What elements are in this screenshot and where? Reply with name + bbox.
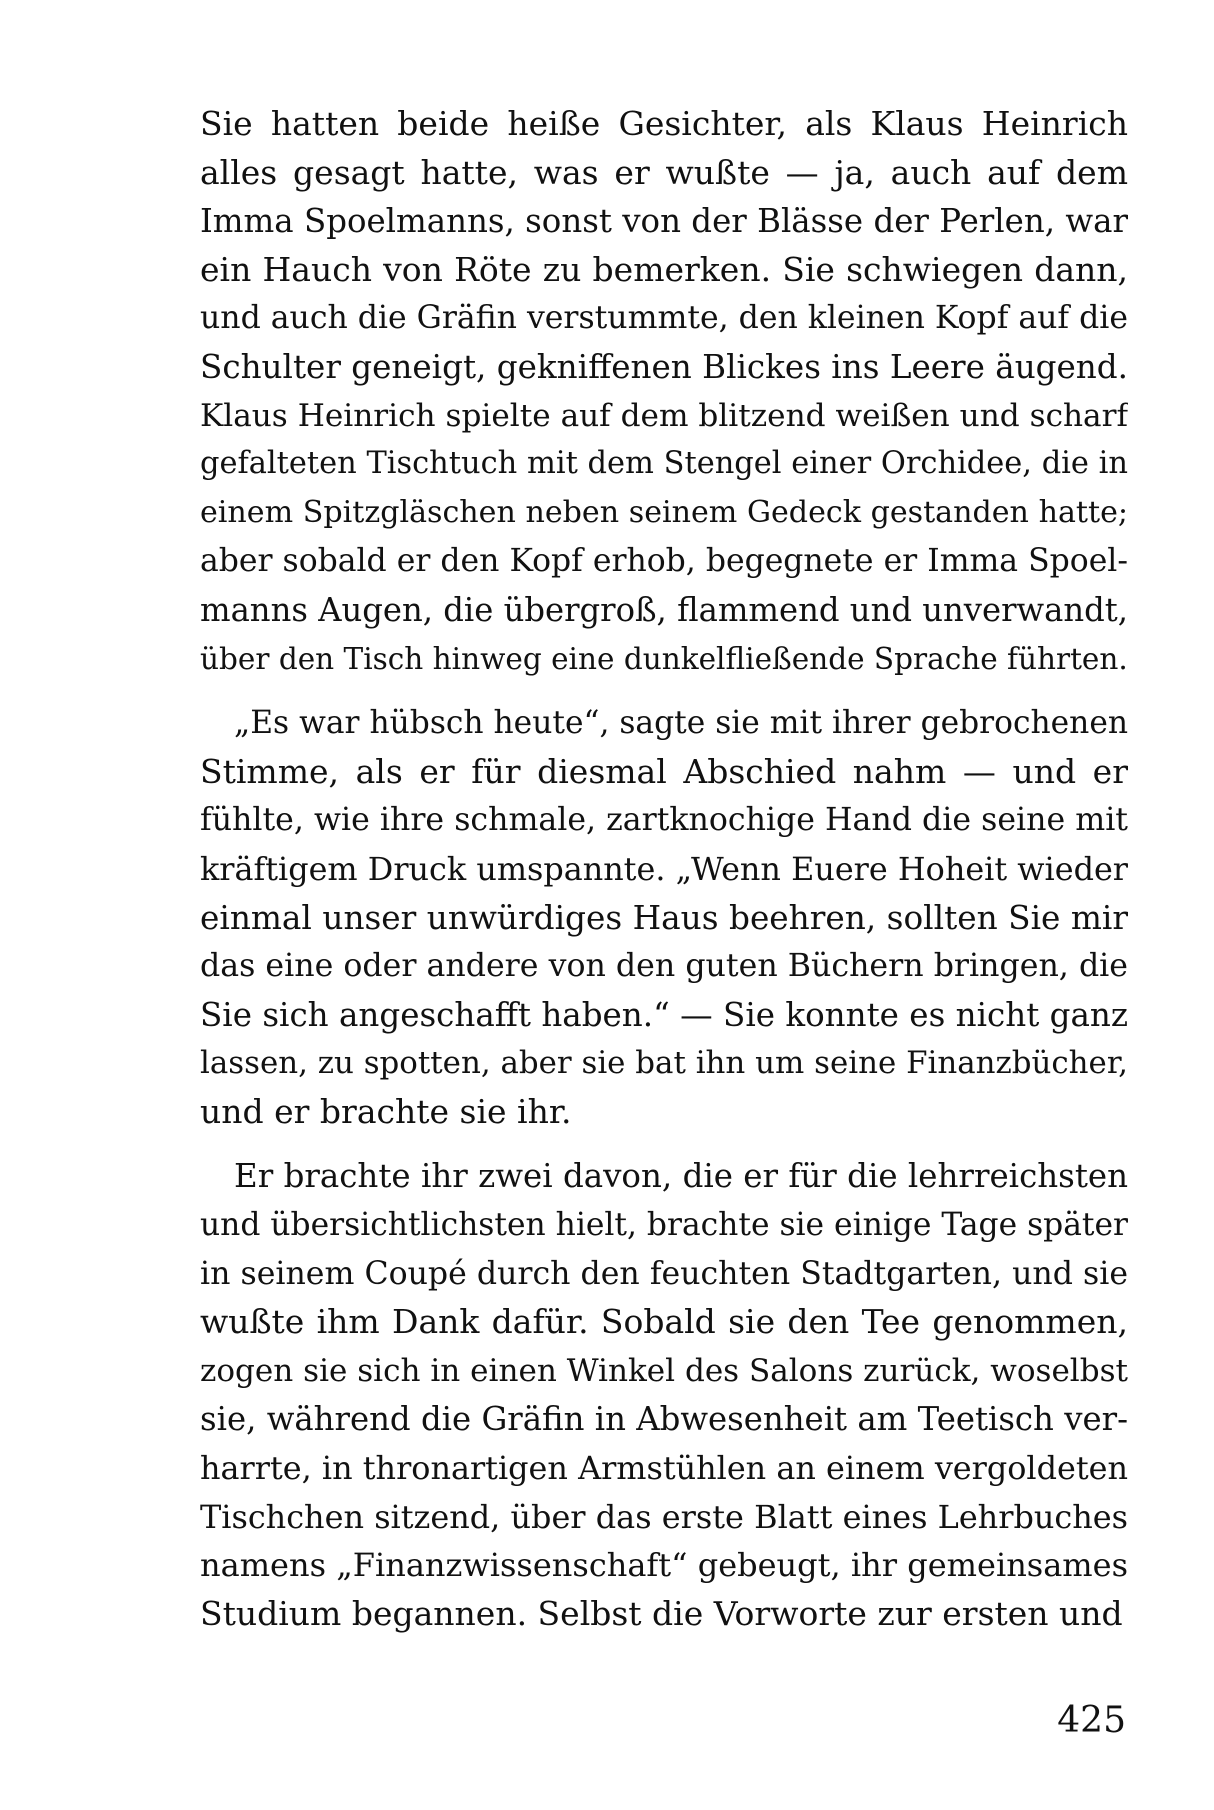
text-line: Stimme, als er für diesmal Abschied nahm — und er xyxy=(200,751,1128,791)
text-line: sie, während die Gräfin in Abwesenheit am Teetisch ver- xyxy=(200,1400,1128,1439)
text-line: einem Spitzgläschen neben seinem Gedeck gestanden hatte; xyxy=(200,494,1128,530)
text-line: Sie sich angeschafft haben.“ — Sie konnte es nicht ganz xyxy=(200,995,1128,1034)
paragraph xyxy=(200,100,1128,683)
text-line: Sie hatten beide heiße Gesichter, als Klaus Heinrich xyxy=(200,104,1128,143)
page-number: 425 xyxy=(1057,1700,1126,1741)
body-text xyxy=(200,100,1128,1654)
text-line: zogen sie sich in einen Winkel des Salons zurück, woselbst xyxy=(200,1352,1128,1389)
text-line: Studium begannen. Selbst die Vorworte zur ersten und xyxy=(200,1593,1123,1633)
text-line: gefalteten Tischtuch mit dem Stengel einer Orchidee, die in xyxy=(200,446,1128,482)
text-line: in seinem Coupé durch den feuchten Stadtgarten, und sie xyxy=(200,1255,1128,1292)
text-line: das eine oder andere von den guten Büchern bringen, die xyxy=(200,948,1128,985)
text-line: über den Tisch hinweg eine dunkelfließende Sprache führten. xyxy=(200,641,1128,676)
text-line: wußte ihm Dank dafür. Sobald sie den Tee genommen, xyxy=(200,1302,1128,1342)
text-line: „Es war hübsch heute“, sagte sie mit ihrer gebrochenen xyxy=(234,705,1128,742)
text-line: Er brachte ihr zwei davon, die er für die lehrreichsten xyxy=(234,1157,1128,1196)
text-line: alles gesagt hatte, was er wußte — ja, auch auf dem xyxy=(200,152,1128,192)
text-line: aber sobald er den Kopf erhob, begegnete er Imma Spoel- xyxy=(200,543,1128,580)
text-line: manns Augen, die übergroß, flammend und unverwandt, xyxy=(200,590,1128,629)
text-line: lassen, zu spotten, aber sie bat ihn um seine Finanzbücher, xyxy=(200,1045,1128,1082)
text-line: Tischchen sitzend, über das erste Blatt eines Lehrbuches xyxy=(200,1497,1128,1536)
paragraph xyxy=(200,699,1128,1136)
text-line: und auch die Gräfin verstummte, den kleinen Kopf auf die xyxy=(200,300,1128,337)
text-line: Schulter geneigt, gekniffenen Blickes ins Leere äugend. xyxy=(200,347,1128,386)
text-line: harrte, in thronartigen Armstühlen an einem vergoldeten xyxy=(200,1449,1128,1488)
paragraph xyxy=(200,1152,1128,1638)
text-line: und er brachte sie ihr. xyxy=(200,1091,572,1131)
text-line: fühlte, wie ihre schmale, zartknochige Hand die seine mit xyxy=(200,802,1128,839)
text-line: ein Hauch von Röte zu bemerken. Sie schwiegen dann, xyxy=(200,249,1128,289)
text-line: Imma Spoelmanns, sonst von der Blässe der Perlen, war xyxy=(200,202,1128,241)
text-line: und übersichtlichsten hielt, brachte sie einige Tage später xyxy=(200,1207,1128,1244)
text-line: kräftigem Druck umspannte. „Wenn Euere Hoheit wieder xyxy=(200,849,1128,888)
text-line: namens „Finanzwissenschaft“ gebeugt, ihr gemeinsames xyxy=(200,1546,1128,1585)
text-line: einmal unser unwürdiges Haus beehren, sollten Sie mir xyxy=(200,898,1128,937)
text-line: Klaus Heinrich spielte auf dem blitzend weißen und scharf xyxy=(200,397,1128,434)
